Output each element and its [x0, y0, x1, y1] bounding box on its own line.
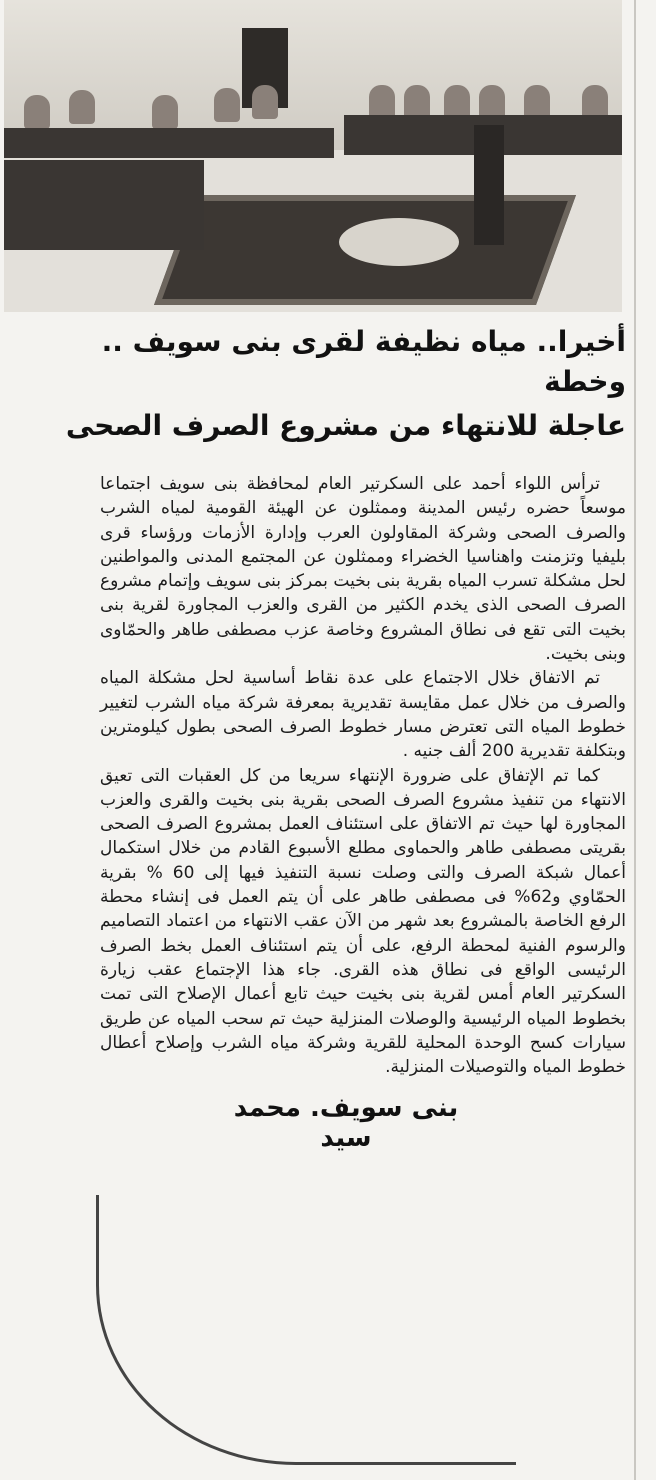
- article-photo: [4, 0, 622, 312]
- photo-table: [4, 160, 204, 250]
- photo-person: [69, 90, 95, 124]
- paragraph: تم الاتفاق خلال الاجتماع على عدة نقاط أساسية لحل مشكلة المياه والصرف من خلال عمل مقايسة تقديرية بمعرفة شركة مياه الشرب لتغيير خطوط المياه التى تعترض مسار خطوط الصرف الصحى بطول كيلومترين وبتكلفة تقديرية 200 ألف جنيه .: [100, 668, 626, 762]
- photo-person: [24, 95, 50, 129]
- photo-person: [524, 85, 550, 119]
- paragraph: كما تم الإتفاق على ضرورة الإنتهاء سريعا من كل العقبات التى تعيق الانتهاء من تنفيذ مشروع الصرف الصحى بقرية بنى بخيت والقرى والعزب المجاورة لها حيث تم الاتفاق على استئناف العمل بمشروع الصرف الصحى بقريتى مصطفى طاهر والحماوى مطلع الأسبوع القادم من خلال استكمال أعمال شبكة الصرف والتى وصلت نسبة التنفيذ فيها إلى 60 % بقرية الحمّاوي و62% فى مصطفى طاهر على أن يتم العمل فى إنشاء محطة الرفع الخاصة بالمشروع بعد شهر من الآن عقب الانتهاء من اعتماد التصاميم والرسوم الفنية لمحطة الرفع، على أن يتم استئناف العمل بخط الصرف الرئيسى الواقع فى نطاق هذه القرى. جاء هذا الإجتماع عقب زيارة السكرتير العام أمس لقرية بنى بخيت حيث تابع أعمال الإصلاح التى تمت بخطوط المياه الرئيسية والوصلات المنزلية حيث تم سحب المياه عن طريق سيارات كسح الوحدة المحلية للقرية وشركة مياه الشرب وإصلاح أعطال خطوط المياه والتوصيلات المنزلية.: [100, 765, 627, 1078]
- photo-person: [479, 85, 505, 119]
- article-body: [100, 472, 626, 1079]
- decorative-border: [96, 1195, 516, 1465]
- photo-carpet-medallion: [339, 218, 459, 266]
- headline-line-2: عاجلة للانتهاء من مشروع الصرف الصحى: [65, 409, 626, 442]
- photo-podium: [474, 125, 504, 245]
- photo-person: [444, 85, 470, 119]
- photo-person: [252, 85, 278, 119]
- photo-person: [404, 85, 430, 119]
- photo-person: [214, 88, 240, 122]
- photo-table: [4, 128, 334, 158]
- photo-person: [369, 85, 395, 119]
- photo-person: [582, 85, 608, 119]
- photo-person: [152, 95, 178, 129]
- article: [16, 318, 626, 1153]
- byline: بنى سويف. محمد سيد: [233, 1093, 459, 1154]
- column-rule: [634, 0, 636, 1480]
- paragraph: ترأس اللواء أحمد على السكرتير العام لمحافظة بنى سويف اجتماعا موسعاً حضره رئيس المدينة وممثلون عن الهيئة القومية لمياه الشرب والصرف الصحى وشركة المقاولون العرب وإدارة الأزمات ورؤساء قرى بليفيا وتزمنت واهناسيا الخضراء وممثلون عن المجتمع المدنى والمواطنين لحل مشكلة تسرب المياه بقرية بنى بخيت بمركز بنى سويف وإتمام مشروع الصرف الصحى الذى يخدم الكثير من القرى والعزب المجاورة لقرية بنى بخيت التى تقع فى نطاق المشروع وخاصة عزب مصطفى طاهر والحمّاوى وبنى بخيت.: [100, 474, 626, 665]
- headline-line-1: أخيرا.. مياه نظيفة لقرى بنى سويف .. وخطة: [101, 325, 626, 398]
